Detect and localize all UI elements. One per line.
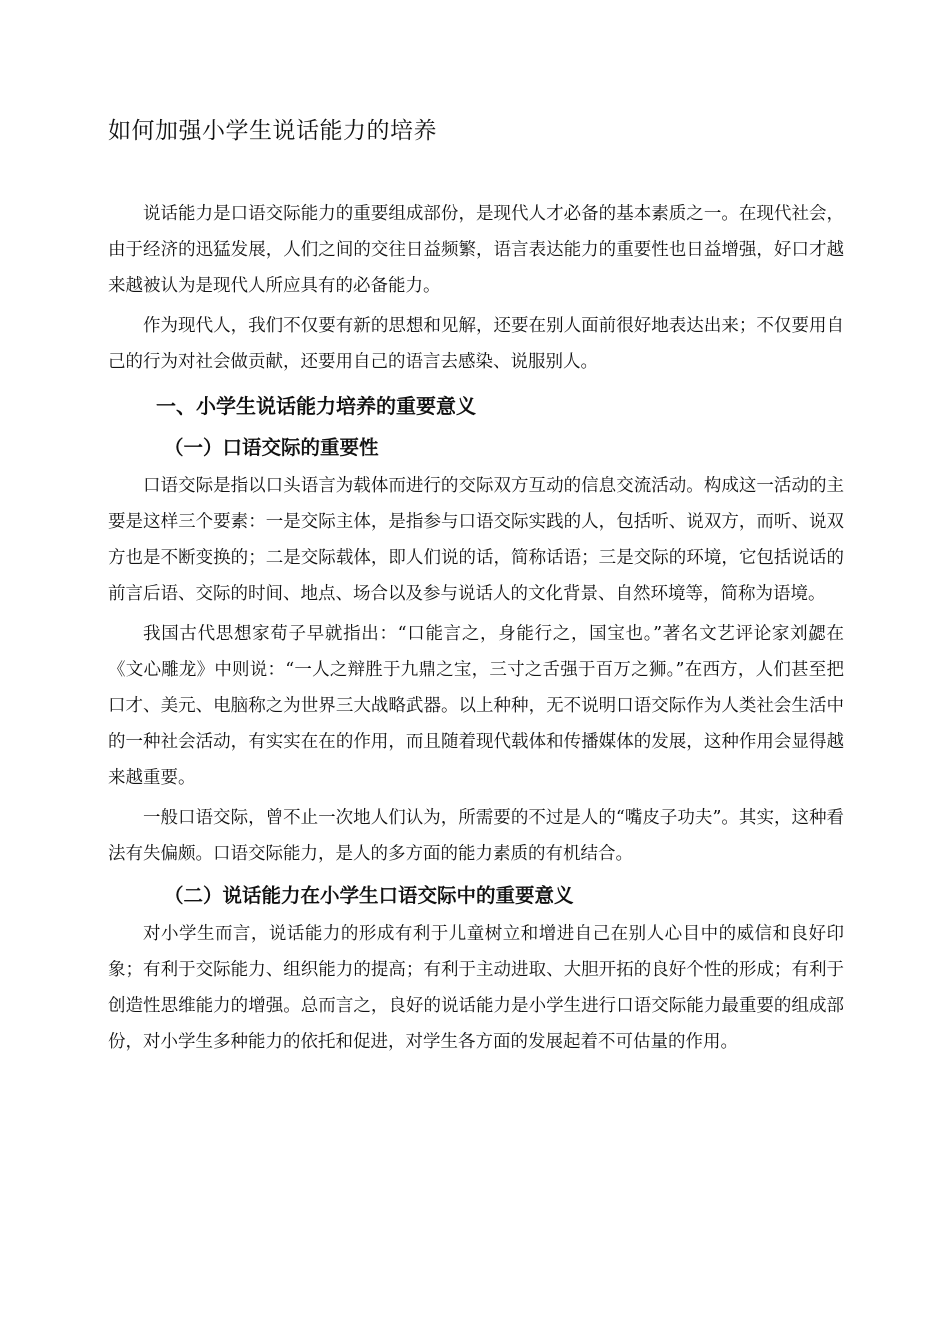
section-heading: 一、小学生说话能力培养的重要意义 — [156, 394, 476, 418]
subsection-heading: （二）说话能力在小学生口语交际中的重要意义 — [164, 884, 574, 907]
body-paragraph: 口语交际是指以口头语言为载体而进行的交际双方互动的信息交流活动。构成这一活动的主要是这样三个要素：一是交际主体，是指参与口语交际实践的人，包括听、说双方，而听、说双方也是不断变换的；二是交际载体，即人们说的话，简称话语；三是交际的环境，它包括说话的前言后语、交际的时间、地点、场合以及参与说话人的文化背景、自然环境等，简称为语境。 — [108, 476, 844, 604]
body-paragraph: 我国古代思想家荀子早就指出：“口能言之，身能行之，国宝也。”著名文艺评论家刘勰在《文心雕龙》中则说：“一人之辩胜于九鼎之宝，三寸之舌强于百万之狮。”在西方，人们甚至把口才、美元、电脑称之为世界三大战略武器。以上种种，无不说明口语交际作为人类社会生活中的一种社会活动，有实实在在的作用，而且随着现代载体和传播媒体的发展，这种作用会显得越来越重要。 — [108, 624, 844, 788]
intro-paragraph: 说话能力是口语交际能力的重要组成部份，是现代人才必备的基本素质之一。在现代社会，由于经济的迅猛发展，人们之间的交往日益频繁，语言表达能力的重要性也日益增强，好口才越来越被认为是现代人所应具有的必备能力。 — [108, 204, 844, 296]
body-paragraph: 对小学生而言，说话能力的形成有利于儿童树立和增进自己在别人心目中的威信和良好印象；有利于交际能力、组织能力的提高；有利于主动进取、大胆开拓的良好个性的形成；有利于创造性思维能力的增强。总而言之，良好的说话能力是小学生进行口语交际能力最重要的组成部份，对小学生多种能力的依托和促进，对学生各方面的发展起着不可估量的作用。 — [108, 924, 844, 1052]
subsection-heading: （一）口语交际的重要性 — [164, 436, 379, 459]
document-title: 如何加强小学生说话能力的培养 — [108, 118, 437, 144]
document-body — [108, 196, 844, 1064]
body-paragraph: 一般口语交际，曾不止一次地人们认为，所需要的不过是人的“嘴皮子功夫”。其实，这种看法有失偏颇。口语交际能力，是人的多方面的能力素质的有机结合。 — [108, 808, 844, 864]
intro-paragraph: 作为现代人，我们不仅要有新的思想和见解，还要在别人面前很好地表达出来；不仅要用自己的行为对社会做贡献，还要用自己的语言去感染、说服别人。 — [108, 316, 844, 372]
